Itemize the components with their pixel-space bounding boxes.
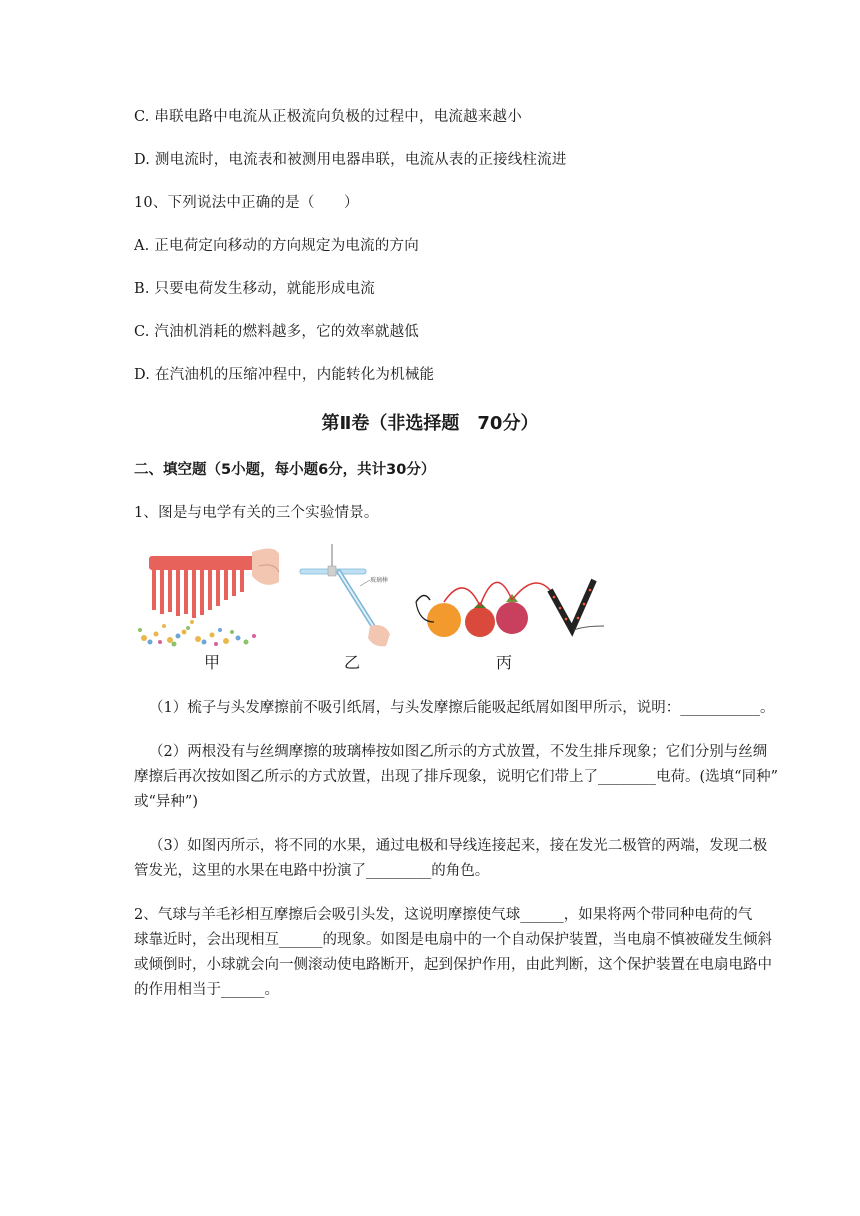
glass-rod-scene-illustration <box>300 544 390 646</box>
experiment-figure <box>134 542 604 650</box>
q10-option-b: B. 只要电荷发生移动，就能形成电流 <box>134 281 375 297</box>
fill1-sub2-line3: 或“异种”) <box>134 794 198 810</box>
fill1-sub3-line2: 管发光，这里的水果在电路中扮演了_________的角色。 <box>134 863 490 879</box>
fill1-sub1: （1）梳子与头发摩擦前不吸引纸屑，与头发摩擦后能吸起纸屑如图甲所示，说明：___________。 <box>149 700 775 716</box>
q9-option-c: C. 串联电路中电流从正极流向负极的过程中，电流越来越小 <box>134 109 522 125</box>
part2-title: 第Ⅱ卷（非选择题 70分） <box>321 413 539 434</box>
fill2-line1: 2、气球与羊毛衫相互摩擦后会吸引头发，这说明摩擦使气球______，如果将两个带同种电荷的气 <box>134 907 753 923</box>
comb-scene-illustration <box>138 548 279 646</box>
fill2-line3: 或倾倒时，小球就会向一侧滚动使电路断开，起到保护作用，由此判断，这个保护装置在电扇电路中 <box>134 957 772 973</box>
q10-option-c: C. 汽油机消耗的燃料越多，它的效率就越低 <box>134 324 419 340</box>
q10-option-d: D. 在汽油机的压缩冲程中，内能转化为机械能 <box>134 367 435 383</box>
fill1-stem: 1、图是与电学有关的三个实验情景。 <box>134 505 379 521</box>
fill2-line2: 球靠近时，会出现相互______的现象。如图是电扇中的一个自动保护装置，当电扇不慎被碰发生倾斜 <box>134 932 772 948</box>
fill1-sub2-line2: 摩擦后再次按如图乙所示的方式放置，出现了排斥现象，说明它们带上了________电荷。(选填“同种” <box>134 769 778 785</box>
q9-option-d: D. 测电流时，电流表和被测用电器串联，电流从表的正接线柱流进 <box>134 152 567 168</box>
fill1-sub2-line1: （2）两根没有与丝绸摩擦的玻璃棒按如图乙所示的方式放置，不发生排斥现象；它们分别与丝绸 <box>149 744 768 760</box>
q10-stem: 10、下列说法中正确的是（ ） <box>134 195 359 211</box>
q10-option-a: A. 正电荷定向移动的方向规定为电流的方向 <box>134 238 419 254</box>
fill1-sub3-line1: （3）如图丙所示，将不同的水果，通过电极和导线连接起来，接在发光二极管的两端，发现二极 <box>149 838 768 854</box>
section-heading: 二、填空题（5小题，每小题6分，共计30分） <box>134 462 436 478</box>
fruit-battery-scene-illustration <box>416 580 604 637</box>
figure-label-jia: 甲 <box>204 653 221 672</box>
figure-label-yi: 乙 <box>344 653 361 672</box>
glass-rod-label: 玻璃棒 <box>370 577 389 584</box>
fill2-line4: 的作用相当于______。 <box>134 982 279 998</box>
figure-label-bing: 丙 <box>496 653 513 672</box>
